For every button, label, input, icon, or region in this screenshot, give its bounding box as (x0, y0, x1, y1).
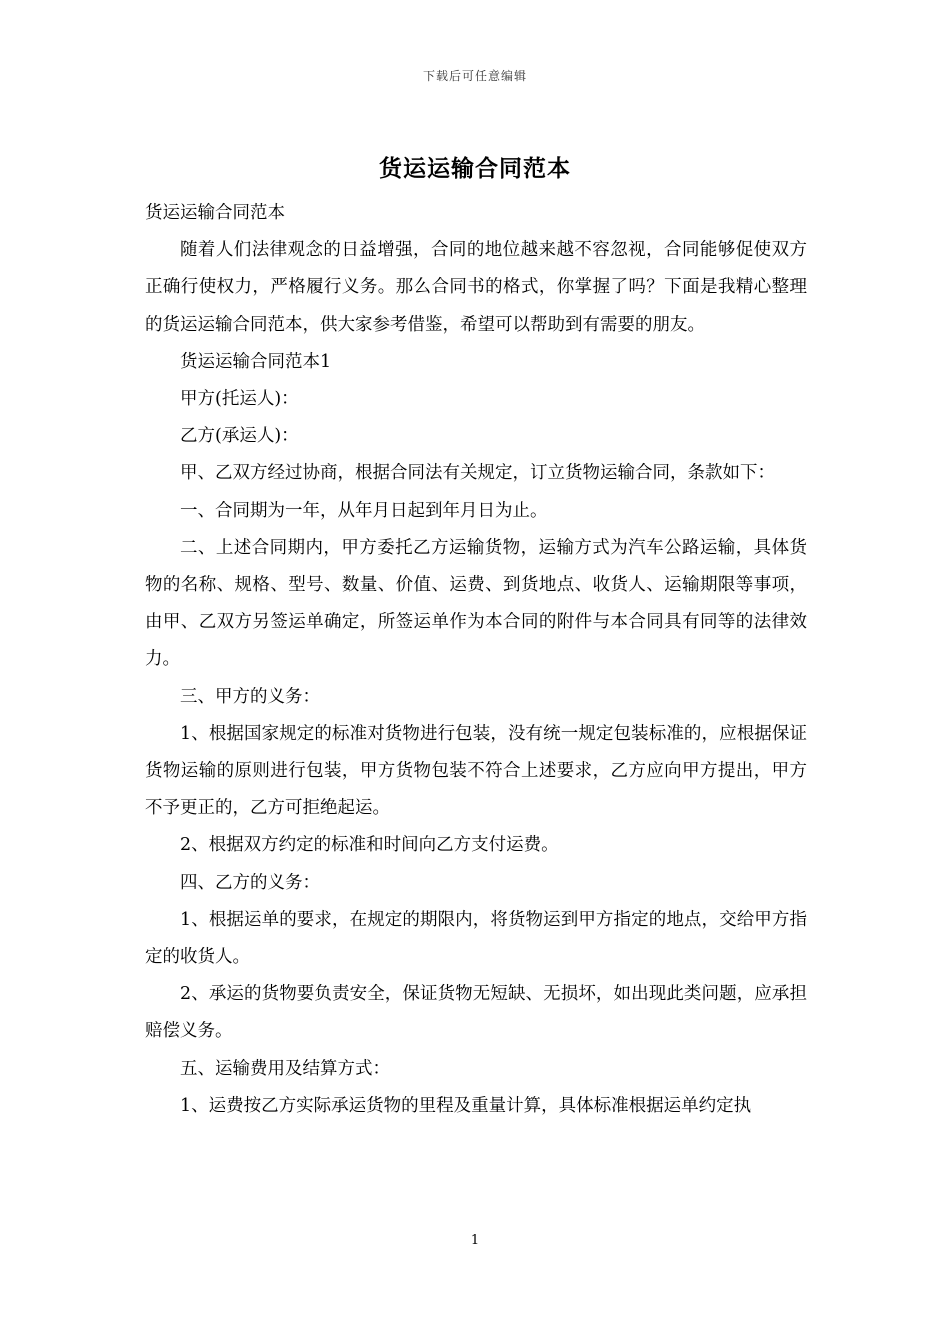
paragraph: 随着人们法律观念的日益增强，合同的地位越来越不容忽视，合同能够促使双方正确行使权力，严格履行义务。那么合同书的格式，你掌握了吗？下面是我精心整理的货运运输合同范本，供大家参考借鉴，希望可以帮助到有需要的朋友。 (145, 240, 807, 335)
header-note: 下载后可任意编辑 (422, 69, 527, 83)
clause-item: 1、根据运单的要求，在规定的期限内，将货物运到甲方指定的地点，交给甲方指定的收货人。 (145, 909, 807, 968)
clause-heading: 三、甲方的义务： (180, 686, 320, 707)
clause: 二、上述合同期内，甲方委托乙方运输货物，运输方式为汽车公路运输，具体货物的名称、规格、型号、数量、价值、运费、到货地点、收货人、运输期限等事项，由甲、乙双方另签运单确定，所签运单作为本合同的附件与本合同具有同等的法律效力。 (145, 537, 807, 670)
party-b-line: 乙方(承运人)： (180, 426, 299, 447)
clause: 一、合同期为一年，从年月日起到年月日为止。 (180, 500, 548, 521)
clause-item: 1、根据国家规定的标准对货物进行包装，没有统一规定包装标准的，应根据保证货物运输的原则进行包装，甲方货物包装不符合上述要求，乙方应向甲方提出，甲方不予更正的，乙方可拒绝起运。 (145, 723, 807, 819)
document-body (145, 195, 807, 1125)
paragraph: 货运运输合同范本 (145, 203, 285, 223)
paragraph: 甲、乙双方经过协商，根据合同法有关规定，订立货物运输合同，条款如下： (180, 463, 775, 484)
clause-item: 2、承运的货物要负责安全，保证货物无短缺、无损坏，如出现此类问题，应承担赔偿义务。 (145, 984, 807, 1042)
document-title: 货运运输合同范本 (379, 155, 571, 182)
section-heading: 货运运输合同范本1 (180, 351, 332, 372)
clause-heading: 五、运输费用及结算方式： (180, 1058, 390, 1079)
page-number: 1 (470, 1233, 480, 1248)
party-a-line: 甲方(托运人)： (180, 389, 299, 410)
clause-item: 1、运费按乙方实际承运货物的里程及重量计算，具体标准根据运单约定执 (180, 1095, 752, 1116)
clause-heading: 四、乙方的义务： (180, 872, 320, 893)
clause-item: 2、根据双方约定的标准和时间向乙方支付运费。 (180, 835, 559, 856)
